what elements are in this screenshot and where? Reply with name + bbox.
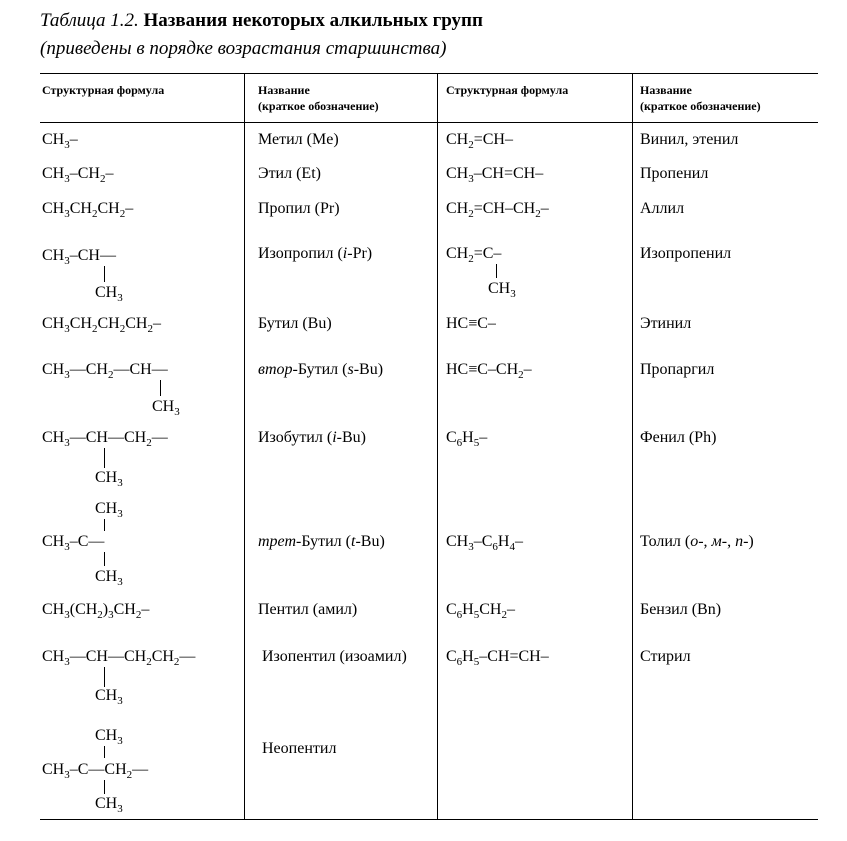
formula-isopropenyl: $CH_2=C-$ — [446, 245, 502, 265]
table-note: (приведены в порядке возрастания старшинства) — [40, 38, 447, 59]
name-propyl: Пропил (Pr) — [258, 200, 340, 217]
formula-butyl: $CH_3CH_2CH_2CH_2-$ — [42, 315, 161, 335]
formula-isopentyl: $CH_3—CH—CH_2CH_2—$ — [42, 648, 196, 668]
name-isopropenyl: Изопропенил — [640, 245, 732, 262]
formula-sec-butyl-branch: $CH_3$ — [152, 398, 180, 418]
name-ethynyl: Этинил — [640, 315, 692, 332]
formula-isopropyl-branch: $CH_3$ — [95, 284, 123, 304]
name-sec-butyl: втор-Бутил (s-Bu) — [258, 361, 384, 378]
formula-neopentyl-top: $CH_3$ — [95, 727, 123, 747]
table-caption — [40, 10, 483, 32]
formula-isobutyl-branch: $CH_3$ — [95, 469, 123, 489]
name-methyl: Метил (Me) — [258, 131, 339, 148]
formula-benzyl: $C_6H_5CH_2-$ — [446, 601, 515, 621]
formula-bond — [104, 667, 105, 687]
formula-bond — [160, 380, 161, 396]
formula-vinyl: $CH_2=CH-$ — [446, 131, 513, 151]
column-divider — [632, 73, 633, 819]
formula-tolyl: $CH_3-C_6H_4-$ — [446, 533, 523, 553]
formula-bond — [104, 519, 105, 531]
table-bottom-rule — [40, 819, 818, 820]
table-title: Названия некоторых алкильных групп — [143, 10, 483, 31]
formula-isobutyl: $CH_3—CH—CH_2—$ — [42, 429, 168, 449]
header-formula-left: Структурная формула — [42, 83, 165, 97]
header-name-label: Название — [258, 83, 310, 97]
header-rule — [40, 122, 818, 123]
header-name-left — [258, 82, 379, 114]
name-phenyl: Фенил (Ph) — [640, 429, 717, 446]
table-label: Таблица 1.2. — [40, 10, 139, 31]
formula-neopentyl: $CH_3-C—CH_2—$ — [42, 761, 149, 781]
name-benzyl: Бензил (Bn) — [640, 601, 722, 618]
formula-tert-butyl-top: $CH_3$ — [95, 500, 123, 520]
name-isobutyl: Изобутил (i-Bu) — [258, 429, 366, 446]
formula-sec-butyl: $CH_3—CH_2—CH—$ — [42, 361, 168, 381]
name-butyl: Бутил (Bu) — [258, 315, 332, 332]
formula-isopropenyl-branch: $CH_3$ — [488, 280, 516, 300]
formula-isopentyl-branch: $CH_3$ — [95, 687, 123, 707]
header-abbr-label: (краткое обозначение) — [640, 99, 761, 113]
name-propargyl: Пропаргил — [640, 361, 715, 378]
formula-propargyl: $HC\equiv C-CH_2-$ — [446, 361, 532, 381]
formula-isopropyl: $CH_3-CH—$ — [42, 247, 116, 267]
formula-bond — [104, 448, 105, 468]
header-abbr-label: (краткое обозначение) — [258, 99, 379, 113]
table-top-rule — [40, 73, 818, 74]
formula-phenyl: $C_6H_5-$ — [446, 429, 488, 449]
column-divider — [244, 73, 245, 819]
formula-neopentyl-bottom: $CH_3$ — [95, 795, 123, 815]
name-neopentyl: Неопентил — [262, 740, 337, 757]
name-vinyl: Винил, этенил — [640, 131, 739, 148]
formula-propenyl: $CH_3-CH=CH-$ — [446, 165, 544, 185]
name-isopropyl: Изопропил (i-Pr) — [258, 245, 373, 262]
formula-methyl: $CH_3-$ — [42, 131, 78, 151]
header-name-label: Название — [640, 83, 692, 97]
name-ethyl: Этил (Et) — [258, 165, 321, 182]
name-allyl: Аллил — [640, 200, 685, 217]
formula-styryl: $C_6H_5-CH=CH-$ — [446, 648, 549, 668]
formula-bond — [496, 264, 497, 278]
formula-bond — [104, 746, 105, 758]
name-isopentyl: Изопентил (изоамил) — [262, 648, 407, 665]
formula-bond — [104, 552, 105, 566]
formula-pentyl: $CH_3(CH_2)_3CH_2-$ — [42, 601, 150, 621]
formula-tert-butyl-bottom: $CH_3$ — [95, 568, 123, 588]
column-divider — [437, 73, 438, 819]
header-formula-right: Структурная формула — [446, 83, 569, 97]
header-name-right — [640, 82, 761, 114]
name-styryl: Стирил — [640, 648, 691, 665]
formula-bond — [104, 266, 105, 282]
formula-ethyl: $CH_3-CH_2-$ — [42, 165, 114, 185]
formula-allyl: $CH_2=CH-CH_2-$ — [446, 200, 549, 220]
formula-ethynyl: HC≡C– — [446, 315, 496, 332]
name-pentyl: Пентил (амил) — [258, 601, 358, 618]
formula-bond — [104, 780, 105, 794]
formula-propyl: $CH_3CH_2CH_2-$ — [42, 200, 134, 220]
name-tolyl: Толил (о-, м-, п-) — [640, 533, 754, 550]
formula-tert-butyl: $CH_3-C—$ — [42, 533, 105, 553]
name-tert-butyl: трет-Бутил (t-Bu) — [258, 533, 385, 550]
name-propenyl: Пропенил — [640, 165, 709, 182]
